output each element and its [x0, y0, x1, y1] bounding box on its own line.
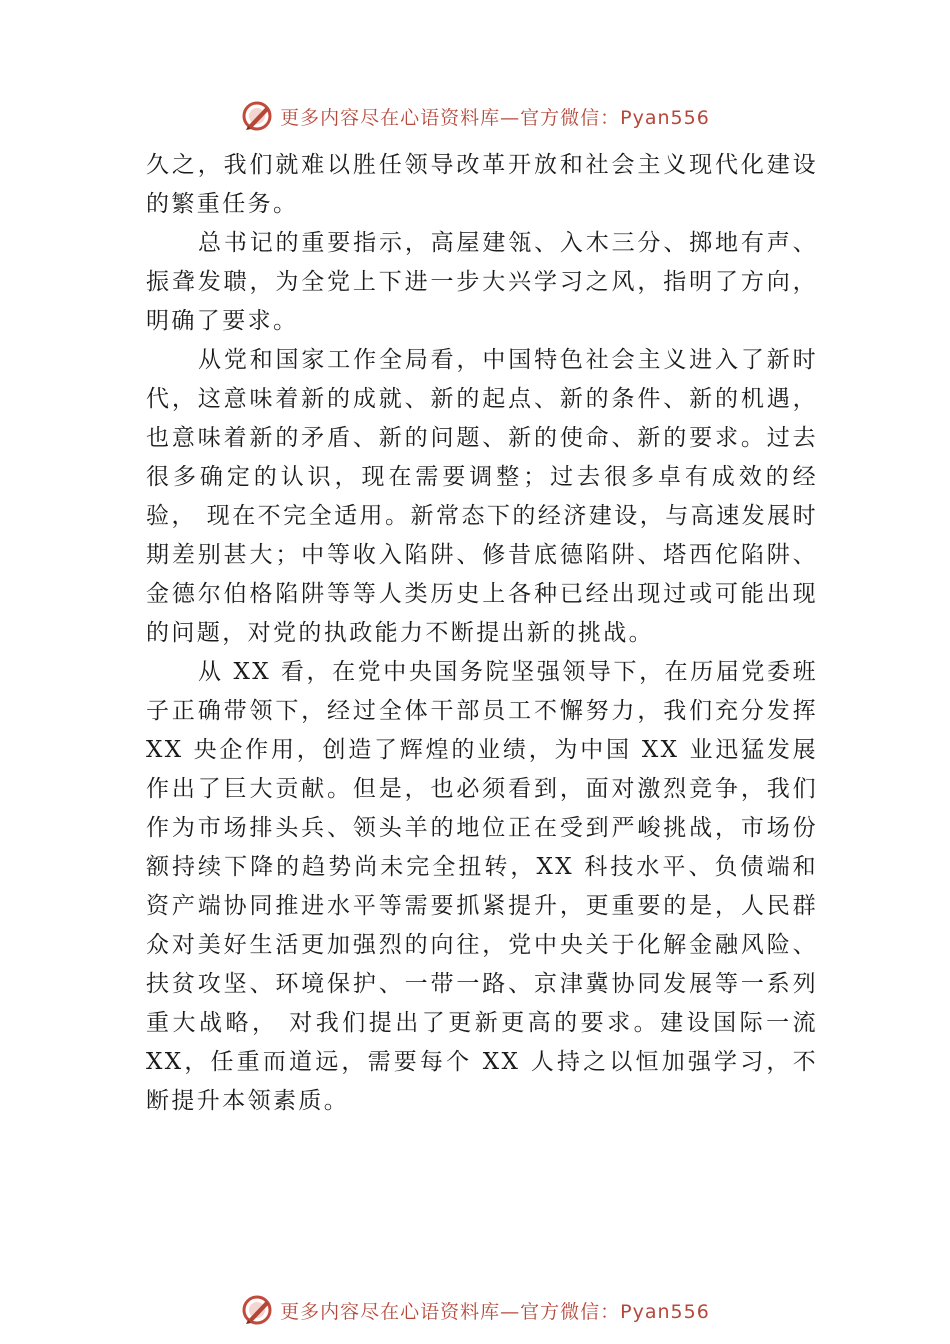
footer-watermark-banner — [0, 1290, 950, 1330]
paragraph-1: 久之，我们就难以胜任领导改革开放和社会主义现代化建设的繁重任务。 — [146, 152, 818, 217]
footer-banner-separator: — — [500, 1300, 521, 1323]
header-banner-title: 更多内容尽在心语资料库 — [280, 106, 501, 129]
pen-seal-icon — [240, 99, 274, 133]
footer-banner-title: 更多内容尽在心语资料库 — [280, 1300, 501, 1323]
header-banner-separator: — — [500, 106, 521, 129]
paragraph-3: 从党和国家工作全局看，中国特色社会主义进入了新时代，这意味着新的成就、新的起点、新的条件、新的机遇， 也意味着新的矛盾、新的问题、新的使命、新的要求。过去很多确定的认识，现在需要调整；过去很多卓有成效的经验， 现在不完全适用。新常态下的经济建设，与高速发展时期差别甚大；中等收入陷阱、修昔底德陷阱、塔西佗陷阱、金德尔伯格陷阱等等人类历史上各种已经出现过或可能出现的问题，对党的执政能力不断提出新的挑战。 — [146, 347, 818, 646]
footer-banner-text — [280, 1297, 710, 1324]
header-banner-wechat: 官方微信：Pyan556 — [520, 106, 710, 129]
pen-seal-icon — [240, 1293, 274, 1327]
footer-banner-wechat: 官方微信：Pyan556 — [520, 1300, 710, 1323]
paragraph-4: 从 XX 看，在党中央国务院坚强领导下，在历届党委班子正确带领下，经过全体干部员工不懈努力，我们充分发挥 XX 央企作用，创造了辉煌的业绩，为中国 XX 业迅猛发展作出了巨大贡献。但是，也必须看到，面对激烈竞争，我们作为市场排头兵、领头羊的地位正在受到严峻挑战，市场份额持续下降的趋势尚未完全扭转，XX 科技水平、负债端和资产端协同推进水平等需要抓紧提升，更重要的是，人民群众对美好生活更加强烈的向往，党中央关于化解金融风险、扶贫攻坚、环境保护、一带一路、京津冀协同发展等一系列重大战略， 对我们提出了更新更高的要求。建设国际一流 XX，任重而道远，需要每个 XX 人持之以恒加强学习，不断提升本领素质。 — [146, 659, 818, 1114]
header-banner-text — [280, 103, 710, 130]
header-watermark-banner — [0, 96, 950, 136]
paragraph-2: 总书记的重要指示，高屋建瓴、入木三分、掷地有声、振聋发聩，为全党上下进一步大兴学习之风，指明了方向， 明确了要求。 — [146, 230, 818, 334]
document-body — [146, 146, 818, 1121]
